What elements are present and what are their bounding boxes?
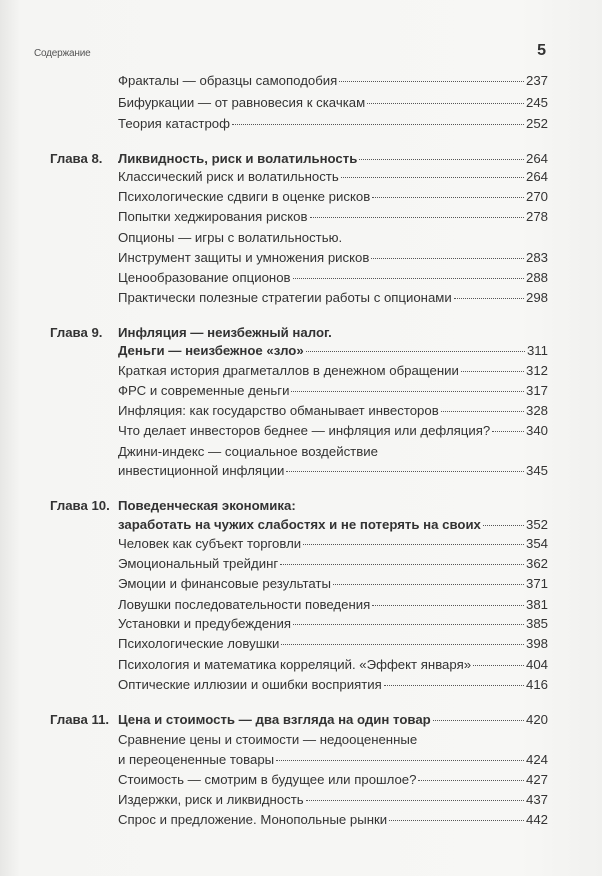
dot-leader — [483, 525, 524, 526]
toc-entry — [118, 656, 548, 673]
toc-entry — [118, 635, 548, 652]
toc-entry-page: 283 — [525, 250, 548, 265]
dot-leader — [333, 584, 524, 585]
toc-entry-title: Джини-индекс — социальное воздействие — [118, 444, 378, 459]
toc-entry-title: Бифуркации — от равновесия к скачкам — [118, 95, 366, 110]
toc-entry-title: Психологические сдвиги в оценке рисков — [118, 189, 371, 204]
toc-entry — [118, 615, 548, 632]
toc-entry — [118, 535, 548, 552]
toc-entry-page: 427 — [525, 772, 548, 787]
toc-entry — [118, 516, 548, 533]
toc-entry-title: Человек как субъект торговли — [118, 536, 302, 551]
toc-entry-page: 345 — [525, 463, 548, 478]
toc-entry-title: Эмоции и финансовые результаты — [118, 576, 331, 591]
toc-entry-page: 317 — [525, 383, 548, 398]
chapter-title-line — [118, 497, 548, 514]
dot-leader — [367, 103, 524, 104]
toc-entry — [118, 422, 548, 439]
toc-entry-page: 437 — [525, 792, 548, 807]
toc-entry-page: 354 — [525, 536, 548, 551]
toc-entry-title: инвестиционной инфляции — [118, 463, 285, 478]
toc-entry-title: Стоимость — смотрим в будущее или прошлое? — [118, 772, 417, 787]
dot-leader — [492, 431, 524, 432]
toc-entry-page: 420 — [525, 712, 548, 727]
toc-entry — [118, 771, 548, 788]
toc-entry-title: Сравнение цены и стоимости — недооцененные — [118, 732, 418, 747]
toc-entry-title: Установки и предубеждения — [118, 616, 291, 631]
chapter-label: Глава 8. — [50, 151, 103, 166]
toc-entry-title: Ловушки последовательности поведения — [118, 597, 371, 612]
toc-entry-title: ФРС и современные деньги — [118, 383, 290, 398]
toc-entry-page: 237 — [525, 73, 548, 88]
toc-entry-title: Психологические ловушки — [118, 636, 280, 651]
dot-leader — [306, 351, 525, 352]
toc-entry — [118, 811, 548, 828]
toc-entry — [118, 443, 548, 460]
dot-leader — [389, 820, 524, 821]
dot-leader — [291, 391, 524, 392]
toc-entry — [118, 596, 548, 613]
toc-entry-page: 252 — [525, 116, 548, 131]
dot-leader — [454, 298, 524, 299]
toc-entry — [118, 751, 548, 768]
chapter-label: Глава 10. — [50, 498, 110, 513]
dot-leader — [293, 278, 524, 279]
toc-entry — [118, 362, 548, 379]
toc-entry-title: Опционы — игры с волатильностью. — [118, 230, 343, 245]
toc-entry-page: 381 — [525, 597, 548, 612]
toc-entry-title: Практически полезные стратегии работы с опционами — [118, 290, 452, 305]
toc-entry-page: 352 — [525, 517, 548, 532]
toc-entry-page: 340 — [525, 423, 548, 438]
dot-leader — [384, 685, 524, 686]
toc-entry-title: Инфляция — неизбежный налог. — [118, 325, 332, 340]
toc-entry-page: 371 — [525, 576, 548, 591]
dot-leader — [310, 217, 524, 218]
toc-entry-title: Что делает инвесторов беднее — инфляция или дефляция? — [118, 423, 491, 438]
toc-entry-page: 362 — [525, 556, 548, 571]
chapter-title-line — [118, 324, 548, 341]
toc-entry — [118, 168, 548, 185]
dot-leader — [339, 81, 524, 82]
toc-entry — [118, 229, 548, 246]
chapter-title-line — [118, 711, 548, 728]
toc-entry-page: 270 — [525, 189, 548, 204]
toc-entry — [118, 94, 548, 111]
dot-leader — [293, 624, 524, 625]
toc-entry-title: Поведенческая экономика: — [118, 498, 296, 513]
toc-entry-page: 416 — [525, 677, 548, 692]
toc-entry-title: Краткая история драгметаллов в денежном обращении — [118, 363, 459, 378]
dot-leader — [433, 720, 524, 721]
toc-entry — [118, 342, 548, 359]
toc-entry-title: Инструмент защиты и умножения рисков — [118, 250, 370, 265]
toc-entry-page: 404 — [525, 657, 548, 672]
toc-entry — [118, 289, 548, 306]
toc-entry-page: 398 — [525, 636, 548, 651]
dot-leader — [341, 177, 524, 178]
toc-entry-title: Эмоциональный трейдинг — [118, 556, 279, 571]
dot-leader — [280, 564, 524, 565]
chapter-title-line — [118, 150, 548, 167]
toc-entry-title: заработать на чужих слабостях и не потерять на своих — [118, 517, 481, 532]
toc-entry-title: Классический риск и волатильность — [118, 169, 339, 184]
dot-leader — [276, 760, 524, 761]
dot-leader — [232, 124, 524, 125]
dot-leader — [372, 197, 524, 198]
toc-entry — [118, 269, 548, 286]
toc-entry — [118, 731, 548, 748]
dot-leader — [418, 780, 524, 781]
toc-entry-page: 424 — [525, 752, 548, 767]
toc-entry-title: Спрос и предложение. Монопольные рынки — [118, 812, 388, 827]
toc-entry — [118, 382, 548, 399]
dot-leader — [473, 665, 524, 666]
toc-entry — [118, 402, 548, 419]
toc-entry — [118, 208, 548, 225]
toc-entry-page: 278 — [525, 209, 548, 224]
dot-leader — [281, 644, 524, 645]
toc-entry-page: 288 — [525, 270, 548, 285]
dot-leader — [372, 605, 524, 606]
toc-entry — [118, 676, 548, 693]
toc-entry — [118, 72, 548, 89]
toc-entry-page: 264 — [525, 169, 548, 184]
page-number: 5 — [537, 42, 546, 59]
toc-entry-title: Цена и стоимость — два взгляда на один товар — [118, 712, 431, 727]
dot-leader — [441, 411, 524, 412]
toc-entry-title: Фракталы — образцы самоподобия — [118, 73, 338, 88]
toc-entry — [118, 188, 548, 205]
toc-entry-title: Оптические иллюзии и ошибки восприятия — [118, 677, 382, 692]
dot-leader — [306, 800, 524, 801]
toc-entry — [118, 249, 548, 266]
toc-entry — [118, 115, 548, 132]
toc-entry-page: 264 — [525, 151, 548, 166]
toc-entry-page: 442 — [525, 812, 548, 827]
toc-entry-page: 298 — [525, 290, 548, 305]
toc-entry-page: 328 — [525, 403, 548, 418]
toc-entry — [118, 555, 548, 572]
toc-entry-title: Ликвидность, риск и волатильность — [118, 151, 358, 166]
toc-entry-page: 312 — [525, 363, 548, 378]
toc-entry-page: 311 — [526, 343, 548, 358]
toc-entry — [118, 575, 548, 592]
toc-entry-title: Издержки, риск и ликвидность — [118, 792, 304, 807]
dot-leader — [303, 544, 524, 545]
toc-entry-title: и переоцененные товары — [118, 752, 275, 767]
dot-leader — [461, 371, 524, 372]
toc-entry-page: 385 — [525, 616, 548, 631]
chapter-label: Глава 11. — [50, 712, 110, 727]
toc-entry-title: Теория катастроф — [118, 116, 230, 131]
toc-entry-page: 245 — [525, 95, 548, 110]
toc-entry-title: Деньги — неизбежное «зло» — [118, 343, 304, 358]
dot-leader — [286, 471, 524, 472]
toc-entry-title: Попытки хеджирования рисков — [118, 209, 308, 224]
toc-entry-title: Инфляция: как государство обманывает инвесторов — [118, 403, 439, 418]
dot-leader — [371, 258, 524, 259]
toc-entry — [118, 791, 548, 808]
toc-entry-title: Психология и математика корреляций. «Эффект января» — [118, 657, 472, 672]
chapter-label: Глава 9. — [50, 325, 103, 340]
running-header: Содержание — [34, 48, 91, 59]
toc-entry — [118, 462, 548, 479]
toc-entry-title: Ценообразование опционов — [118, 270, 291, 285]
dot-leader — [359, 159, 524, 160]
